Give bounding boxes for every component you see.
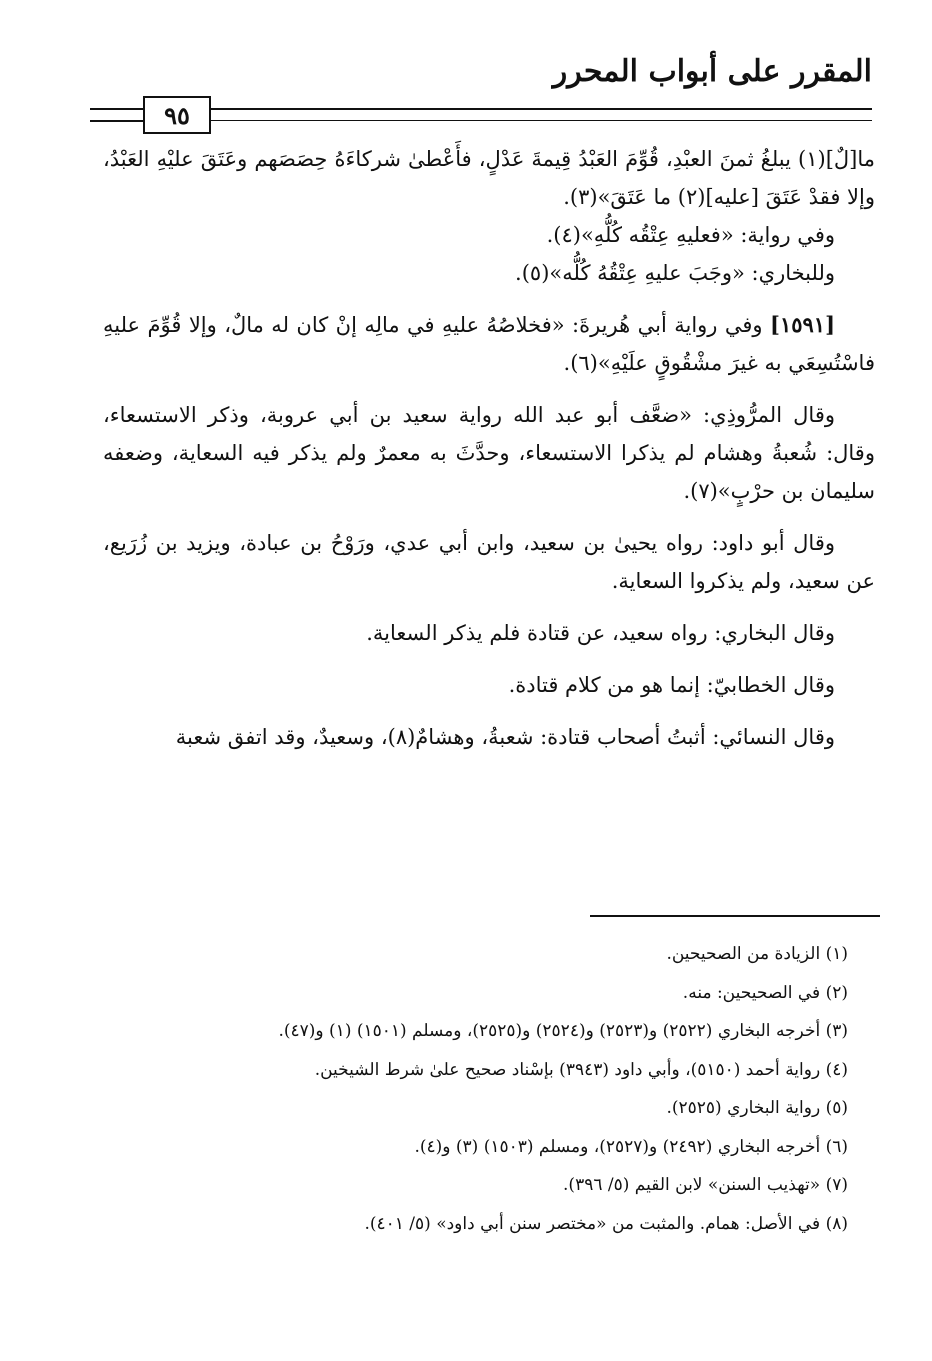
running-title: المقرر على أبواب المحرر: [552, 54, 872, 89]
footnotes: [103, 935, 848, 1243]
paragraph-8: وقال الخطابيّ: إنما هو من كلام قتادة.: [508, 673, 835, 697]
footnote-3: (٣) أخرجه البخاري (٢٥٢٢) و(٢٥٢٣) و(٢٥٢٤) و(٢٥٢٥)، ومسلم (١٥٠١) (١) و(٤٧).: [278, 1021, 848, 1041]
hadith-number: [١٥٩١]: [770, 312, 835, 337]
footnote-2: (٢) في الصحيحين: منه.: [682, 982, 848, 1003]
footnote-separator: [590, 915, 880, 917]
paragraph-7: وقال البخاري: رواه سعيد، عن قتادة فلم يذكر السعاية.: [366, 621, 835, 645]
footnote-8: (٨) في الأصل: همام. والمثبت من «مختصر سنن أبي داود» (٥/ ٤٠١).: [364, 1213, 848, 1234]
header-rule-left: [90, 120, 145, 122]
footnote-1: (١) الزيادة من الصحيحين.: [666, 944, 848, 964]
footnote-7: (٧) «تهذيب السنن» لابن القيم (٥/ ٣٩٦).: [563, 1175, 848, 1195]
paragraph-1: ما[لٌ](١) يبلغُ ثمنَ العبْدِ، قُوِّمَ العَبْدُ قِيمةَ عَدْلٍ، فأَعْطىٰ شركاءَهُ حِصَصَهم وعَتَقَ عليْهِ العَبْدُ، وإلا فقدْ عَتَقَ [عليه](٢) ما عَتَقَ»(٣).: [103, 147, 875, 209]
footnote-6: (٦) أخرجه البخاري (٢٤٩٢) و(٢٥٢٧)، ومسلم (١٥٠٣) (٣) و(٤).: [414, 1136, 848, 1157]
paragraph-4: [103, 306, 875, 382]
body-text: [103, 140, 875, 756]
footnote-4: (٤) رواية أحمد (٥١٥٠)، وأبي داود (٣٩٤٣) بإسْناد صحيح علىٰ شرط الشيخين.: [314, 1059, 848, 1080]
paragraph-9: وقال النسائي: أثبتُ أصحاب قتادة: شعبةُ، وهشامٌ(٨)، وسعيدٌ، وقد اتفق شعبة: [175, 725, 835, 749]
header-rule-thin: [208, 120, 872, 121]
paragraph-5: وقال المرُّوذِي: «ضعَّف أبو عبد الله رواية سعيد بن أبي عروبة، وذكر الاستسعاء، وقال: شُعبةُ وهشام لم يذكرا الاستسعاء، وحدَّثَ به معمرٌ ولم يذكر فيه السعاية، وضعفه سليمان بن حرْبٍ»(٧).: [103, 403, 875, 503]
page-number: ٩٥: [143, 96, 211, 134]
paragraph-3: وللبخاري: «وجَبَ عليهِ عِتْقُهُ كُلُّه»(٥).: [515, 261, 835, 285]
footnote-5: (٥) رواية البخاري (٢٥٢٥).: [666, 1098, 848, 1118]
paragraph-6: وقال أبو داود: رواه يحيىٰ بن سعيد، وابن أبي عدي، ورَوْحُ بن عبادة، ويزيد بن زُرَيع، عن سعيد، ولم يذكروا السعاية.: [103, 531, 875, 593]
paragraph-4-text: وفي رواية أبي هُريرةَ: «فخلاصُهُ عليهِ في مالِه إنْ كان له مالٌ، وإلا قُوِّمَ عليهِ فاسْتُسِعَي به غيرَ مشْقُوقٍ علَيْهِ»(٦).: [103, 313, 875, 375]
paragraph-2: وفي رواية: «فعليهِ عِتْقُه كُلُّهِ»(٤).: [546, 223, 835, 247]
